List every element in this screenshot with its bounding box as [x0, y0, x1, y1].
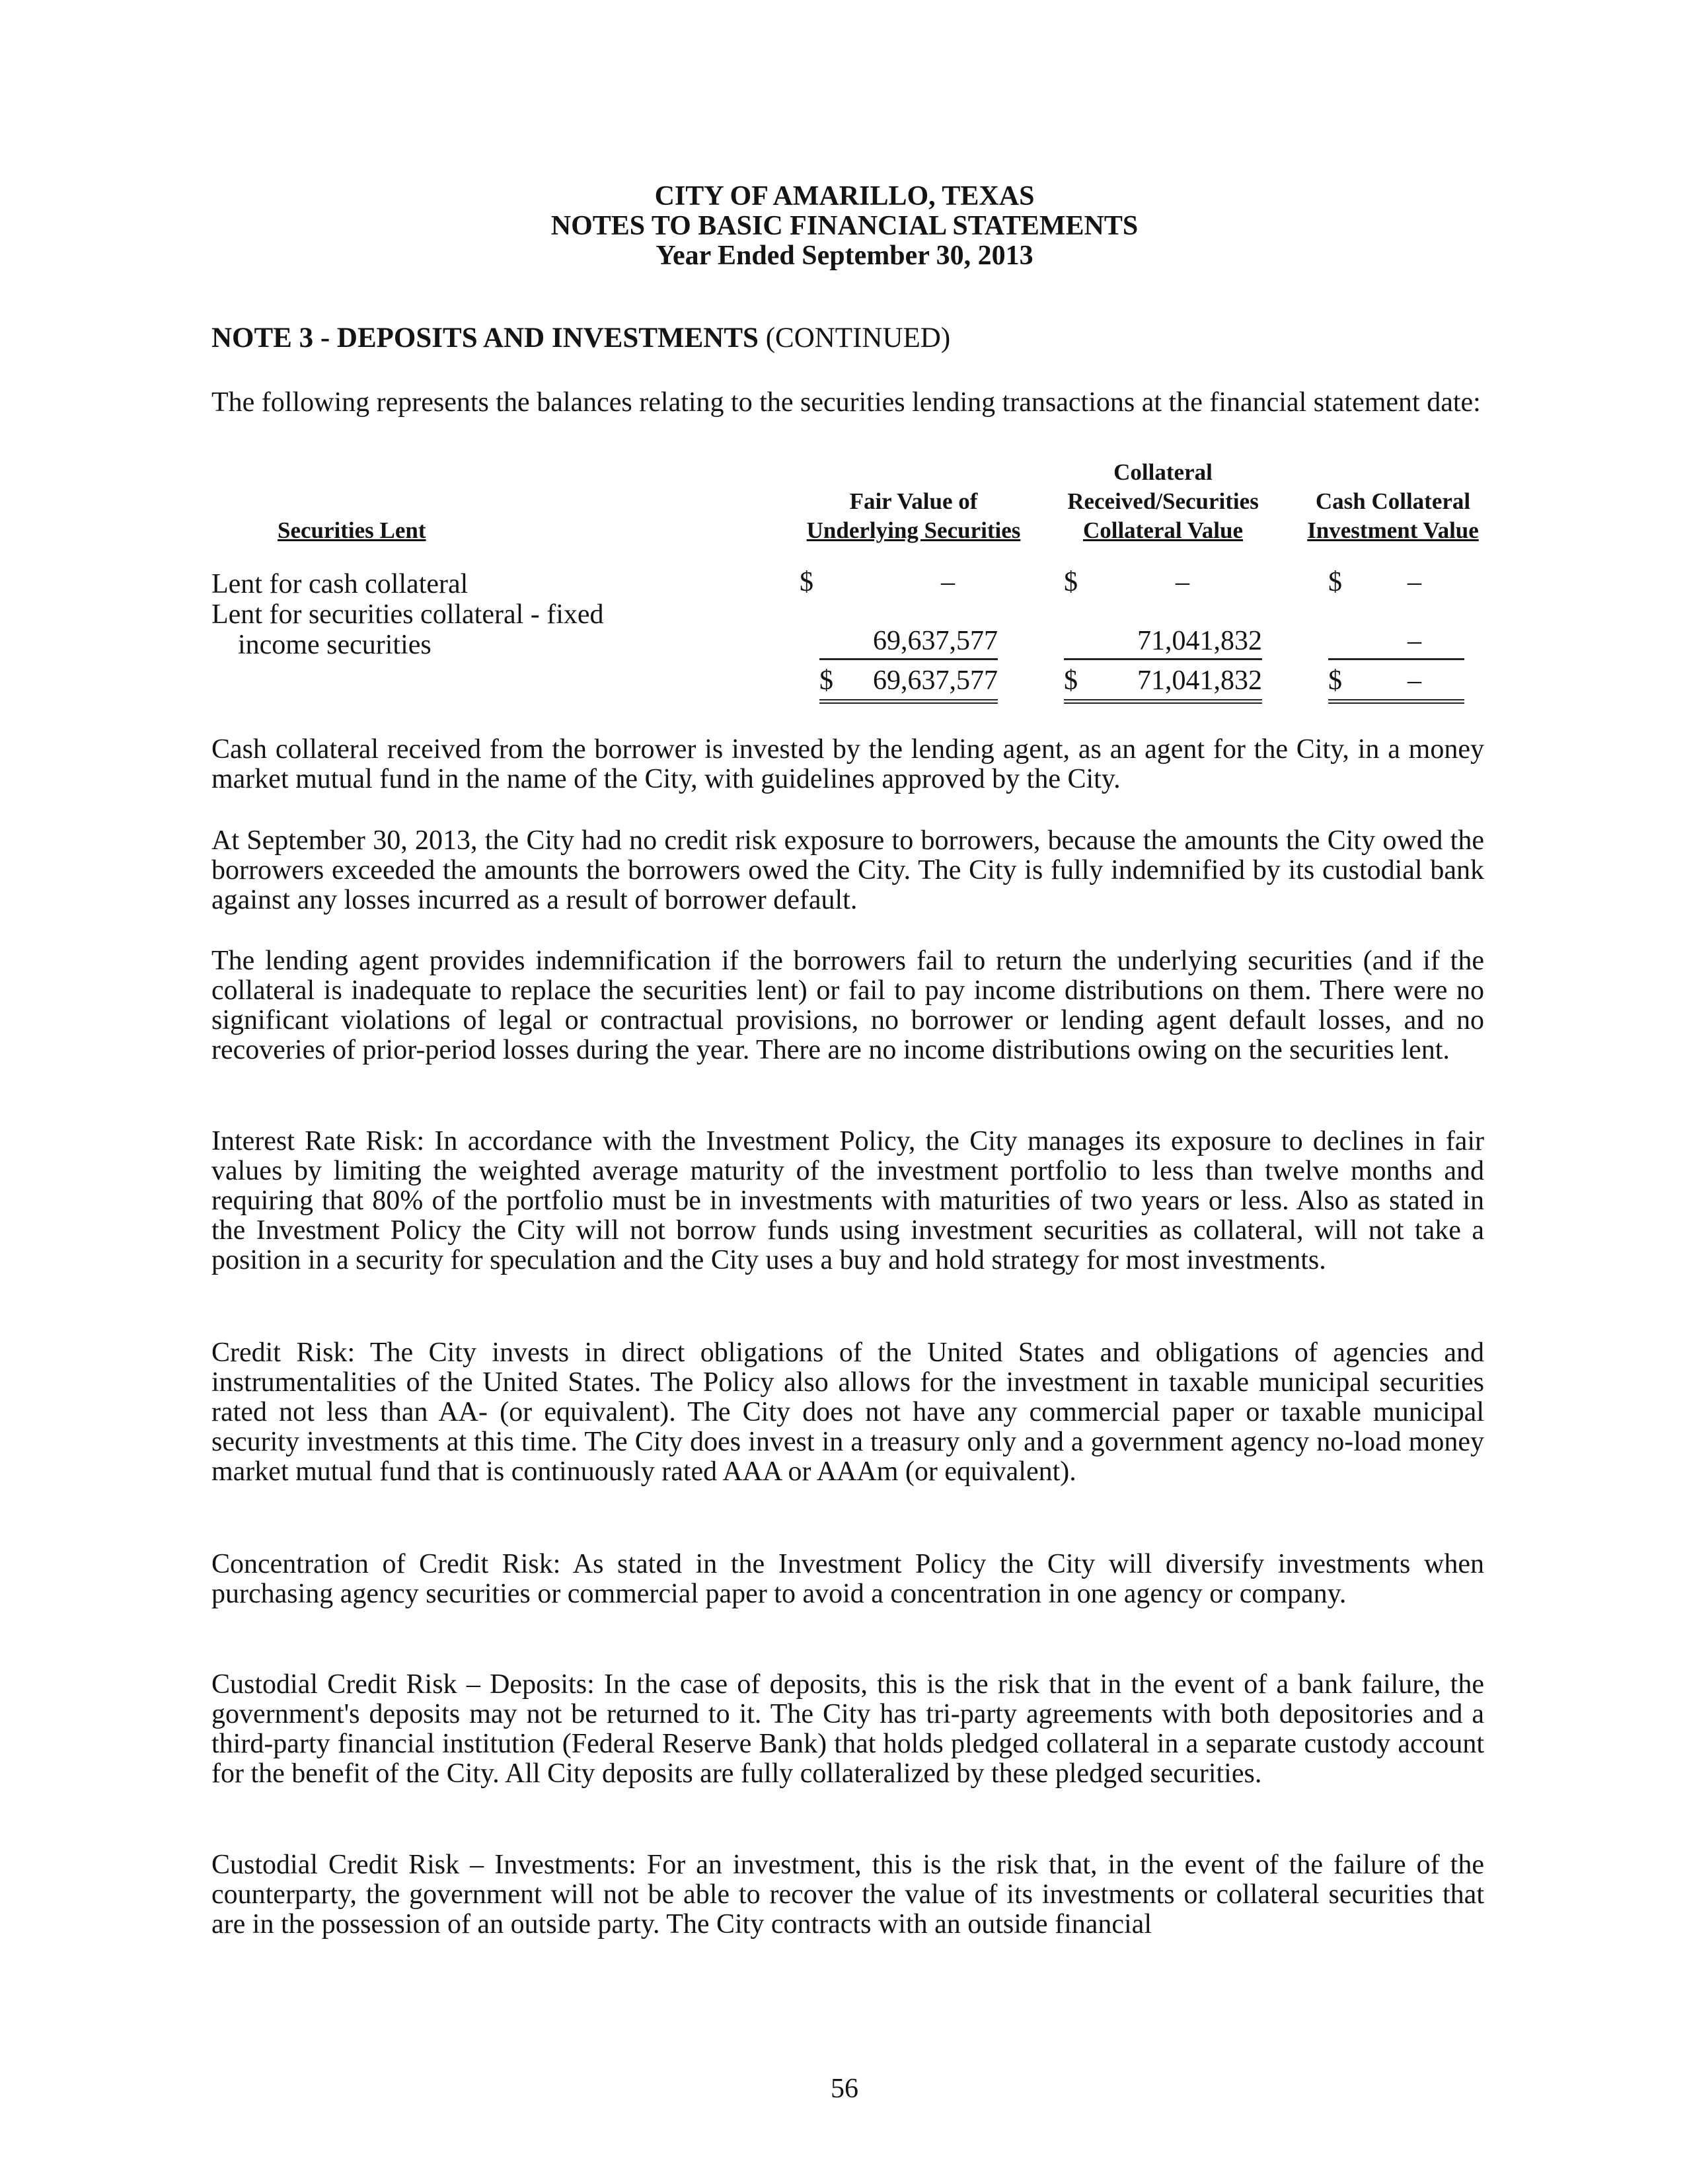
header-title: NOTES TO BASIC FINANCIAL STATEMENTS: [550, 211, 1139, 241]
cash-collateral-cell: $ –: [1328, 567, 1421, 597]
table-header-row: [211, 458, 1484, 545]
paragraph-credit-risk: Credit Risk: The City invests in direct obligations of the United States and obligations of agencies and instrumentalities of the United States. The Policy also allows for the investment in taxable municipal securities rated not less than AA- (or equivalent). The City does not have any commercial paper or taxable municipal security investments at this time. The City does invest in a treasury only and a government agency no-load money market mutual fund that is continuously rated AAA or AAAm (or equivalent).: [211, 1337, 1484, 1487]
total-fair-value-cell: $ 69,637,577: [800, 673, 1028, 704]
header-period: Year Ended September 30, 2013: [656, 241, 1033, 271]
row-label: Lent for securities collateral - fixed income securities: [211, 599, 604, 660]
header-fair-value: Fair Value of Underlying Securities: [806, 488, 1021, 543]
total-collateral-value-cell: $ 71,041,832: [1064, 673, 1262, 704]
intro-paragraph: The following represents the balances relating to the securities lending transactions at the financial statement date:: [211, 387, 1481, 418]
header-securities-lent: Securities Lent: [278, 517, 426, 543]
paragraph-indemnification: The lending agent provides indemnification if the borrowers fail to return the underlying securities (and if the collateral is inadequate to replace the securities lent) or fail to pay income distributions on them. There were no significant violations of legal or contractual provisions, no borrower or lending agent default losses, and no recoveries of prior-period losses during the year. There are no income distributions owing on the securities lent.: [211, 946, 1484, 1065]
paragraph-cash-collateral: Cash collateral received from the borrower is invested by the lending agent, as an agent for the City, in a money market mutual fund in the name of the City, with guidelines approved by the City.: [211, 734, 1484, 794]
document-header: [0, 182, 1689, 271]
header-collateral-value: Collateral Received/Securities Collateral Value: [1067, 459, 1259, 543]
note-title: [211, 322, 950, 355]
table-total-row: [211, 673, 1484, 704]
table-row: [211, 569, 1484, 599]
paragraph-concentration-credit-risk: Concentration of Credit Risk: As stated in the Investment Policy the City will diversify investments when purchasing agency securities or commercial paper to avoid a concentration in one agency or company.: [211, 1549, 1484, 1609]
collateral-value-cell: 71,041,832: [1064, 599, 1262, 660]
paragraph-interest-rate-risk: Interest Rate Risk: In accordance with the Investment Policy, the City manages its exposure to declines in fair values by limiting the weighted average maturity of the investment portfolio to less than twelve months and requiring that 80% of the portfolio must be in investments with maturities of two years or less. Also as stated in the Investment Policy the City will not borrow funds using investment securities as collateral, will not take a position in a security for speculation and the City uses a buy and hold strategy for most investments.: [211, 1126, 1484, 1275]
table-row: [211, 599, 1484, 660]
header-entity: CITY OF AMARILLO, TEXAS: [654, 181, 1035, 211]
securities-lending-table: [211, 458, 1484, 704]
row-label: Lent for cash collateral: [211, 569, 469, 599]
total-cash-collateral-cell: $ –: [1302, 673, 1484, 704]
note-title-bold: NOTE 3 - DEPOSITS AND INVESTMENTS: [211, 322, 759, 354]
fair-value-cell: $ –: [800, 567, 955, 597]
note-title-suffix: (CONTINUED): [758, 322, 951, 354]
header-cash-collateral: Cash Collateral Investment Value: [1307, 488, 1479, 543]
cash-collateral-cell: –: [1302, 599, 1484, 660]
paragraph-custodial-deposits: Custodial Credit Risk – Deposits: In the case of deposits, this is the risk that in the event of a bank failure, the government's deposits may not be returned to it. The City has tri-party agreements with both depositories and a third-party financial institution (Federal Reserve Bank) that holds pledged collateral in a separate custody account for the benefit of the City. All City deposits are fully collateralized by these pledged securities.: [211, 1669, 1484, 1789]
collateral-value-cell: $ –: [1064, 567, 1189, 597]
page-number: 56: [831, 2074, 858, 2104]
paragraph-credit-risk-exposure: At September 30, 2013, the City had no credit risk exposure to borrowers, because the amounts the City owed the borrowers exceeded the amounts the borrowers owed the City. The City is fully indemnified by its custodial bank against any losses incurred as a result of borrower default.: [211, 825, 1484, 915]
fair-value-cell: 69,637,577: [800, 599, 1028, 660]
paragraph-custodial-investments: Custodial Credit Risk – Investments: For an investment, this is the risk that, in the event of the failure of the counterparty, the government will not be able to recover the value of its investments or collateral securities that are in the possession of an outside party. The City contracts with an outside financial: [211, 1850, 1484, 1939]
